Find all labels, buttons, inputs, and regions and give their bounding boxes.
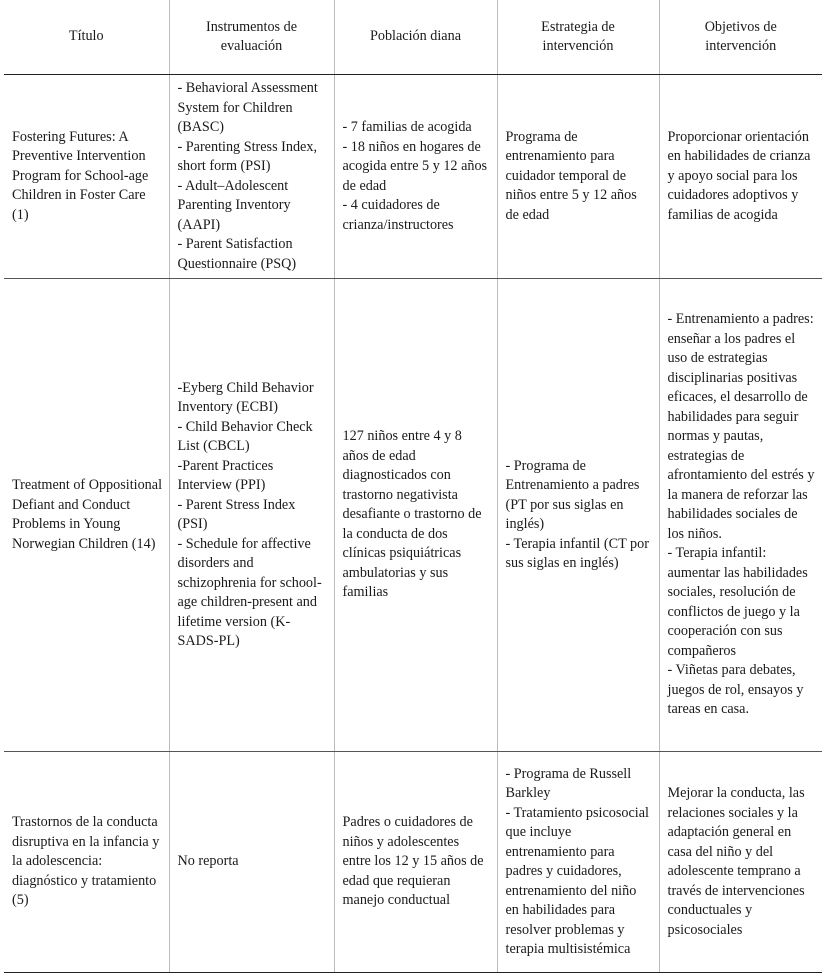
- cell-objetivos: [659, 279, 822, 752]
- instrument-item: - Behavioral Assessment System for Children (BASC): [177, 80, 318, 135]
- cell-titulo: Fostering Futures: A Preventive Intervention Program for School-age Children in Foster Care (1): [4, 75, 169, 279]
- cell-estrategia: [497, 752, 659, 973]
- cell-poblacion: [334, 75, 497, 279]
- cell-instrumentos: [169, 752, 334, 973]
- table-row: [4, 752, 822, 973]
- header-estrategia: Estrategia de intervención: [497, 0, 659, 75]
- header-objetivos: Objetivos de intervención: [659, 0, 822, 75]
- strategy-item: - Tratamiento psicosocial que incluye entrenamiento para padres y cuidadores, entrenamiento del niño en habilidades para resolver problemas y terapia multisistémica: [505, 804, 649, 957]
- intervention-table: [4, 0, 822, 973]
- cell-instrumentos: [169, 279, 334, 752]
- objective-item: - Viñetas para debates, juegos de rol, ensayos y tareas en casa.: [667, 662, 804, 718]
- table-header-row: [4, 0, 822, 75]
- cell-titulo: Treatment of Oppositional Defiant and Conduct Problems in Young Norwegian Children (14): [4, 279, 169, 752]
- header-poblacion: Población diana: [334, 0, 497, 75]
- objective-item: - Entrenamiento a padres: enseñar a los padres el uso de estrategias disciplinarias positivas eficaces, el desarrollo de habilidades para seguir normas y pautas, estrategias de afrontamiento del estrés y la manera de reforzar las habilidades sociales de los niños.: [667, 311, 815, 542]
- cell-poblacion: [334, 752, 497, 973]
- cell-poblacion: [334, 279, 497, 752]
- instrument-item: - Parenting Stress Index, short form (PSI): [177, 138, 317, 174]
- cell-titulo: Trastornos de la conducta disruptiva en la infancia y la adolescencia: diagnóstico y tratamiento (5): [4, 752, 169, 973]
- strategy-item: - Programa de Entrenamiento a padres (PT por sus siglas en inglés): [505, 457, 640, 532]
- cell-instrumentos: [169, 75, 334, 279]
- instrument-item: No reporta: [177, 853, 239, 870]
- objective-item: Mejorar la conducta, las relaciones sociales y la adaptación general en casa del niño y del adolescente temprano a través de intervenciones conductuales y psicosociales: [667, 785, 805, 938]
- population-item: - 7 familias de acogida: [342, 119, 472, 135]
- instrument-item: -Eyberg Child Behavior Inventory (ECBI): [177, 379, 314, 415]
- instrument-item: - Parent Satisfaction Questionnaire (PSQ): [177, 236, 297, 272]
- population-item: Padres o cuidadores de niños y adolescentes entre los 12 y 15 años de edad que requieran manejo conductual: [342, 814, 484, 909]
- cell-estrategia: [497, 75, 659, 279]
- cell-objetivos: [659, 752, 822, 973]
- header-instrumentos: Instrumentos de evaluación: [169, 0, 334, 75]
- cell-estrategia: [497, 279, 659, 752]
- population-item: 127 niños entre 4 y 8 años de edad diagnosticados con trastorno negativista desafiante o trastorno de la conducta de dos clínicas psiquiátricas ambulatorias y sus familias: [342, 428, 482, 601]
- instrument-item: - Schedule for affective disorders and schizophrenia for school-age children-present and lifetime version (K-SADS-PL): [177, 535, 322, 649]
- header-titulo: Título: [4, 0, 169, 75]
- strategy-item: Programa de entrenamiento para cuidador temporal de niños entre 5 y 12 años de edad: [505, 128, 637, 223]
- table-row: [4, 279, 822, 752]
- table-row: [4, 75, 822, 279]
- objective-item: - Terapia infantil: aumentar las habilidades sociales, resolución de conflictos de juego y la cooperación con sus compañeros: [667, 545, 808, 659]
- strategy-item: - Programa de Russell Barkley: [505, 765, 632, 801]
- cell-objetivos: [659, 75, 822, 279]
- objective-item: Proporcionar orientación en habilidades de crianza y apoyo social para los cuidadores adoptivos y familias de acogida: [667, 128, 811, 223]
- population-item: - 18 niños en hogares de acogida entre 5 y 12 años de edad: [342, 138, 488, 194]
- instrument-item: -Parent Practices Interview (PPI): [177, 457, 274, 493]
- population-item: - 4 cuidadores de crianza/instructores: [342, 197, 454, 233]
- instrument-item: - Adult–Adolescent Parenting Inventory (AAPI): [177, 177, 291, 233]
- instrument-item: - Parent Stress Index (PSI): [177, 496, 296, 532]
- instrument-item: - Child Behavior Check List (CBCL): [177, 418, 313, 454]
- strategy-item: - Terapia infantil (CT por sus siglas en inglés): [505, 535, 649, 571]
